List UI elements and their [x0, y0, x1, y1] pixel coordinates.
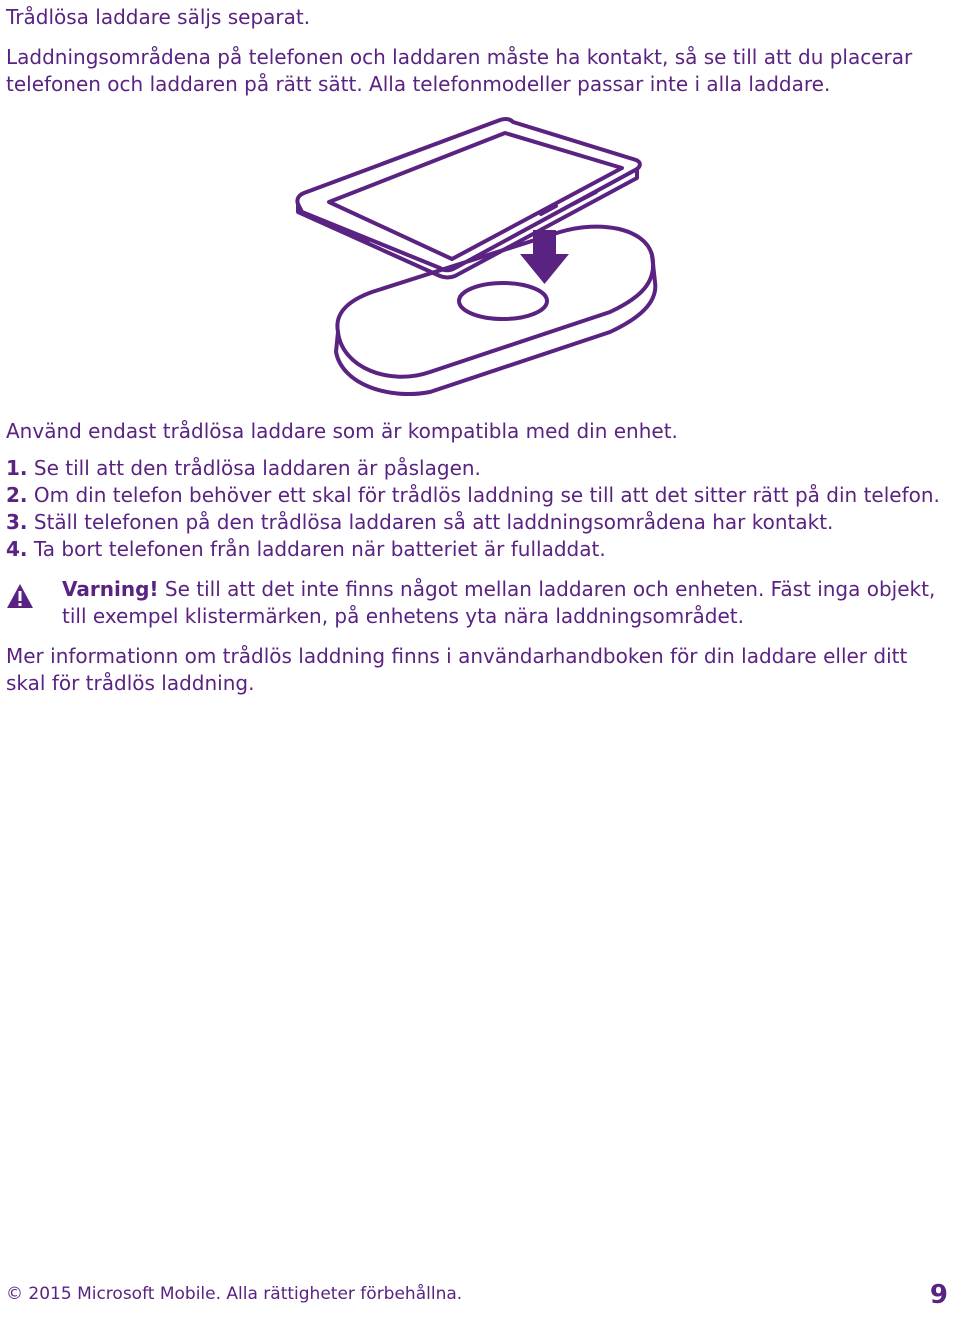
step-2-text: Om din telefon behöver ett skal för trådlös laddning se till att det sitter rätt på din telefon. [33, 483, 940, 507]
step-2-number: 2. [6, 483, 28, 507]
step-1 [6, 455, 481, 482]
warning-line-1 [62, 576, 935, 603]
page-number: 9 [929, 1280, 948, 1310]
step-1-number: 1. [6, 456, 28, 480]
intro-line-3: telefonen och laddaren på rätt sätt. Alla telefonmodeller passar inte i alla laddare. [6, 72, 831, 96]
step-1-text: Se till att den trådlösa laddaren är påslagen. [33, 456, 481, 480]
step-4-number: 4. [6, 537, 28, 561]
warning-triangle-icon [6, 583, 34, 609]
phone-on-wireless-charger-illustration [290, 108, 670, 398]
step-4 [6, 536, 606, 563]
step-3-text: Ställ telefonen på den trådlösa laddaren så att laddningsområdena har kontakt. [33, 510, 834, 534]
instructions-lead: Använd endast trådlösa laddare som är kompatibla med din enhet. [6, 419, 678, 443]
step-4-text: Ta bort telefonen från laddaren när batteriet är fulladdat. [33, 537, 606, 561]
intro-line-1: Trådlösa laddare säljs separat. [6, 5, 311, 29]
step-3 [6, 509, 833, 536]
warning-line-2: till exempel klistermärken, på enhetens yta nära laddningsområdet. [62, 604, 744, 628]
footer-copyright: © 2015 Microsoft Mobile. Alla rättigheter förbehållna. [6, 1284, 463, 1304]
warning-text-1: Se till att det inte finns något mellan laddaren och enheten. Fäst inga objekt, [164, 577, 936, 601]
more-info-line-1: Mer informationn om trådlös laddning finns i användarhandboken för din laddare eller ditt [6, 644, 908, 668]
step-3-number: 3. [6, 510, 28, 534]
step-2 [6, 482, 940, 509]
warning-label: Varning! [62, 577, 159, 601]
intro-line-2: Laddningsområdena på telefonen och laddaren måste ha kontakt, så se till att du placerar [6, 45, 913, 69]
more-info-line-2: skal för trådlös laddning. [6, 671, 255, 695]
